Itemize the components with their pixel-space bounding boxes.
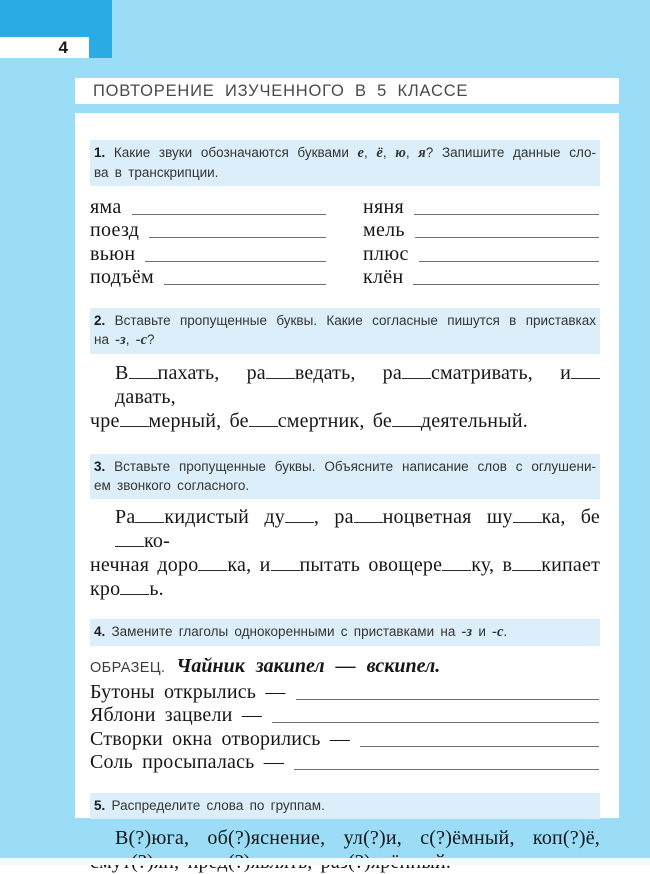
body-text-line: В пахать, ра ведать, ра сматривать, идавать, [90, 361, 600, 409]
page-number: 4 [58, 38, 68, 57]
answer-blank-line [294, 750, 599, 771]
answer-blank-line [145, 241, 326, 262]
instruction-line [94, 311, 596, 330]
letter-emphasis: е [357, 145, 364, 161]
letter-blank-gap [271, 568, 300, 571]
instruction-text: , [405, 145, 419, 160]
instruction-text: на [94, 332, 116, 347]
word-label: мель [363, 219, 405, 241]
letter-emphasis: я [418, 145, 426, 161]
word-label: клён [363, 266, 404, 288]
body-text-line: В(?)юга, об(?)яснение, ул(?)и, с(?)ёмный, коп(?)ё, [115, 827, 600, 849]
bottom-edge-strip [0, 858, 650, 865]
answer-blank-line [296, 679, 599, 700]
exercise-5-instruction-band [90, 793, 600, 819]
letter-emphasis: -с [492, 624, 504, 640]
instruction-text: , [125, 332, 136, 347]
word-label: поезд [90, 219, 140, 241]
letter-blank-gap [285, 520, 314, 523]
rewrite-row [90, 750, 600, 774]
answer-blank-line [415, 218, 599, 239]
letter-emphasis: -з [461, 624, 473, 640]
instruction-line [94, 163, 596, 182]
instruction-text: и [472, 624, 493, 639]
transcription-word-grid [90, 194, 600, 288]
exercise-number: 1. [94, 145, 106, 160]
exercise-1-instruction-band [90, 140, 600, 186]
word-row [90, 241, 327, 265]
page-number-strip [0, 37, 89, 58]
instruction-text: , [382, 145, 396, 160]
letter-emphasis: ё [376, 145, 383, 161]
page-number-accent-square [89, 37, 112, 58]
letter-blank-gap [249, 424, 278, 427]
letter-blank-gap [129, 376, 158, 379]
letter-blank-gap [198, 568, 227, 571]
letter-blank-gap [120, 592, 149, 595]
chapter-title-band [75, 78, 619, 104]
letter-emphasis: ю [395, 145, 406, 161]
rewrite-prompt: Яблони зацвели — [90, 704, 262, 726]
word-row [363, 265, 600, 289]
answer-blank-line [413, 265, 599, 286]
answer-blank-line [149, 218, 326, 239]
exercise-body [90, 361, 600, 433]
exercise-body [90, 826, 600, 874]
word-row [363, 241, 600, 265]
letter-blank-gap [354, 520, 383, 523]
word-label: няня [363, 195, 405, 218]
exercise-body [90, 505, 600, 601]
letter-emphasis: -с [135, 332, 147, 348]
sample-text: Чайник закипел — вскипел. [176, 655, 441, 677]
letter-blank-gap [392, 424, 421, 427]
exercise-number: 5. [94, 798, 106, 813]
exercise-3 [90, 454, 600, 601]
word-row [90, 194, 327, 218]
word-label: яма [90, 195, 122, 218]
answer-blank-line [132, 194, 327, 215]
letter-emphasis: -з [115, 332, 126, 348]
instruction-line [94, 330, 596, 350]
instruction-text: Какие звуки обозначаются буквами [105, 145, 358, 160]
word-label: плюс [363, 242, 409, 265]
rewrite-prompt: Створки окна отворились — [90, 727, 351, 750]
rewrite-row [90, 679, 600, 703]
word-row [90, 218, 327, 242]
exercise-number: 3. [94, 459, 106, 474]
answer-blank-line [419, 241, 599, 262]
instruction-text: ем звонкого согласного. [94, 478, 250, 493]
letter-blank-gap [402, 376, 431, 379]
letter-blank-gap [266, 376, 295, 379]
instruction-line [94, 143, 596, 163]
instruction-text: ? Запишите данные сло- [425, 145, 596, 160]
body-text-line: Ра кидистый ду , ра ноцветная шу ка, беко- [115, 506, 600, 552]
instruction-text: Вставьте пропущенные буквы. Какие согласные пишутся в приставках [105, 313, 596, 328]
sample-row [90, 655, 600, 679]
instruction-text: ва в транскрипции. [94, 165, 219, 180]
word-row [363, 194, 600, 218]
body-text-line: нечная доро ка, и пытать овощере ку, в кипает [90, 554, 601, 576]
instruction-text: . [503, 624, 508, 639]
rewrite-prompt: Соль просыпалась — [90, 751, 284, 773]
letter-blank-gap [571, 376, 600, 379]
instruction-line [94, 796, 596, 815]
instruction-text: , [363, 145, 377, 160]
instruction-line [94, 476, 596, 495]
exercise-number: 2. [94, 313, 106, 328]
letter-blank-gap [135, 520, 164, 523]
exercise-4-instruction-band [90, 619, 600, 646]
instruction-text: Замените глаголы однокоренными с приставками на [105, 624, 462, 639]
rewrite-prompt: Бутоны открылись — [90, 680, 286, 703]
instruction-line [94, 457, 596, 476]
chapter-title: ПОВТОРЕНИЕ ИЗУЧЕННОГО В 5 КЛАССЕ [93, 81, 469, 100]
instruction-text: Распределите слова по группам. [105, 798, 325, 813]
word-label: вьюн [90, 242, 136, 265]
exercise-2 [90, 308, 600, 433]
word-label: подъём [90, 266, 154, 288]
instruction-text: ? [147, 332, 155, 347]
body-text-line: чре мерный, бе смертник, бе деятельный. [90, 410, 528, 432]
rewrite-row [90, 703, 600, 727]
answer-blank-line [164, 265, 326, 286]
answer-blank-line [414, 194, 599, 215]
exercise-2-instruction-band [90, 308, 600, 354]
sample-label: ОБРАЗЕЦ. [90, 660, 166, 676]
rewrite-row [90, 726, 600, 750]
letter-blank-gap [512, 568, 541, 571]
instruction-line [94, 622, 596, 642]
letter-blank-gap [442, 568, 471, 571]
answer-blank-line [272, 703, 599, 724]
exercise-number: 4. [94, 624, 106, 639]
word-row [90, 265, 327, 289]
instruction-text: Вставьте пропущенные буквы. Объясните написание слов с оглушени- [105, 459, 596, 474]
letter-blank-gap [120, 424, 149, 427]
exercise-3-instruction-band [90, 454, 600, 499]
letter-blank-gap [513, 520, 542, 523]
worksheet-content [75, 113, 619, 849]
body-text-line: кро ь. [90, 578, 164, 600]
exercise-1 [90, 140, 600, 288]
letter-blank-gap [115, 544, 144, 547]
answer-blank-line [360, 726, 599, 747]
word-row [363, 218, 600, 242]
exercise-4 [90, 619, 600, 773]
corner-accent-block [0, 0, 112, 37]
